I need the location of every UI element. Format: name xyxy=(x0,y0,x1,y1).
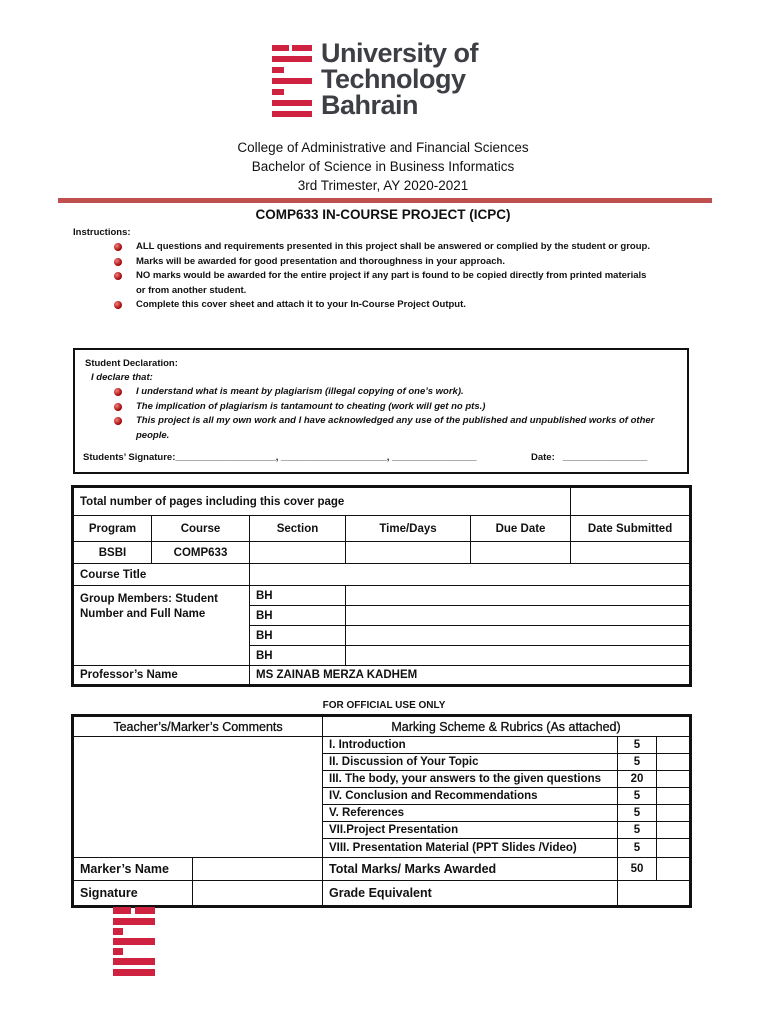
due-date-value[interactable] xyxy=(471,542,571,564)
header-date-submitted: Date Submitted xyxy=(571,516,690,542)
date-submitted-value[interactable] xyxy=(571,542,690,564)
member-name[interactable] xyxy=(346,586,690,606)
time-days-value[interactable] xyxy=(346,542,471,564)
date-field[interactable]: ________________ xyxy=(562,452,648,463)
rubric-item: IV. Conclusion and Recommendations xyxy=(323,788,618,805)
rubric-score[interactable] xyxy=(657,737,690,754)
instructions-label: Instructions: xyxy=(73,227,131,238)
rubric-header: Marking Scheme & Rubrics (As attached) xyxy=(323,717,690,737)
header-course: Course xyxy=(152,516,250,542)
rubric-points: 5 xyxy=(618,754,657,771)
rubric-item: II. Discussion of Your Topic xyxy=(323,754,618,771)
marker-name-field[interactable] xyxy=(193,858,323,881)
logo-line: Technology xyxy=(321,64,466,94)
group-members-label: Group Members: Student Number and Full Name xyxy=(74,586,250,666)
rubric-item: VII.Project Presentation xyxy=(323,822,618,839)
list-item: I understand what is meant by plagiarism (illegal copying of one’s work). xyxy=(136,385,656,400)
member-name[interactable] xyxy=(346,606,690,626)
student-declaration-box xyxy=(73,348,689,474)
rubric-score[interactable] xyxy=(657,754,690,771)
course-value[interactable]: COMP633 xyxy=(152,542,250,564)
signature-label: Signature xyxy=(74,881,193,906)
rubric-points: 5 xyxy=(618,737,657,754)
signature-field[interactable]: ___________________, ____________________, ________________ xyxy=(175,452,477,463)
rubric-score[interactable] xyxy=(657,805,690,822)
grade-equivalent-field[interactable] xyxy=(618,881,690,906)
total-pages-value[interactable] xyxy=(571,488,690,516)
program-name: Bachelor of Science in Business Informatics xyxy=(251,159,515,174)
total-marks-label: Total Marks/ Marks Awarded xyxy=(323,858,618,881)
signature-label: Students’ Signature: xyxy=(83,452,176,463)
member-id[interactable]: BH xyxy=(250,626,346,646)
marker-name-label: Marker’s Name xyxy=(74,858,193,881)
course-title-value[interactable] xyxy=(250,564,690,586)
professor-name: MS ZAINAB MERZA KADHEM xyxy=(250,666,690,685)
rubric-item: VIII. Presentation Material (PPT Slides /Video) xyxy=(323,839,618,858)
course-title-label: Course Title xyxy=(74,564,250,586)
rubric-points: 5 xyxy=(618,805,657,822)
comments-field[interactable] xyxy=(74,737,323,858)
header-time-days: Time/Days xyxy=(346,516,471,542)
rubric-item: V. References xyxy=(323,805,618,822)
rubric-score[interactable] xyxy=(657,839,690,858)
project-info-table xyxy=(73,487,690,685)
logo-line: University of xyxy=(321,38,479,68)
rubric-points: 5 xyxy=(618,822,657,839)
declaration-label: Student Declaration: xyxy=(85,358,178,369)
official-use-label: FOR OFFICIAL USE ONLY xyxy=(322,700,446,711)
list-item: This project is all my own work and I have acknowledged any use of the published and unpublished works of other people. xyxy=(136,414,656,443)
rubric-score[interactable] xyxy=(657,771,690,788)
program-value[interactable]: BSBI xyxy=(74,542,152,564)
rubric-points: 20 xyxy=(618,771,657,788)
header-due-date: Due Date xyxy=(471,516,571,542)
list-item: Complete this cover sheet and attach it to your In-Course Project Output. xyxy=(136,298,656,313)
declaration-intro: I declare that: xyxy=(91,372,153,383)
divider xyxy=(58,198,712,203)
marking-table xyxy=(73,716,690,906)
college-name: College of Administrative and Financial Sciences xyxy=(237,140,529,155)
marks-awarded-field[interactable] xyxy=(657,858,690,881)
term: 3rd Trimester, AY 2020-2021 xyxy=(297,178,469,193)
member-name[interactable] xyxy=(346,626,690,646)
total-marks-value: 50 xyxy=(618,858,657,881)
header-program: Program xyxy=(74,516,152,542)
rubric-points: 5 xyxy=(618,839,657,858)
list-item: The implication of plagiarism is tantamount to cheating (work will get no pts.) xyxy=(136,400,656,415)
date-label: Date: xyxy=(531,452,555,463)
rubric-points: 5 xyxy=(618,788,657,805)
list-item: NO marks would be awarded for the entire project if any part is found to be copied directly from printed materials or from another student. xyxy=(136,269,656,298)
member-name[interactable] xyxy=(346,646,690,666)
member-id[interactable]: BH xyxy=(250,606,346,626)
member-id[interactable]: BH xyxy=(250,646,346,666)
list-item: ALL questions and requirements presented in this project shall be answered or complied by the student or group. xyxy=(136,240,656,255)
total-pages-label: Total number of pages including this cover page xyxy=(74,488,571,516)
member-id[interactable]: BH xyxy=(250,586,346,606)
professor-label: Professor’s Name xyxy=(74,666,250,685)
marker-signature-field[interactable] xyxy=(193,881,323,906)
rubric-item: III. The body, your answers to the given questions xyxy=(323,771,618,788)
header-section: Section xyxy=(250,516,346,542)
grade-equivalent-label: Grade Equivalent xyxy=(323,881,618,906)
section-value[interactable] xyxy=(250,542,346,564)
instructions-list xyxy=(136,240,656,313)
list-item: Marks will be awarded for good presentation and thoroughness in your approach. xyxy=(136,255,656,270)
rubric-score[interactable] xyxy=(657,822,690,839)
comments-header: Teacher’s/Marker’s Comments xyxy=(74,717,323,737)
rubric-item: I. Introduction xyxy=(323,737,618,754)
rubric-score[interactable] xyxy=(657,788,690,805)
document-title: COMP633 IN-COURSE PROJECT (ICPC) xyxy=(255,207,511,222)
logo-line: Bahrain xyxy=(321,90,419,120)
